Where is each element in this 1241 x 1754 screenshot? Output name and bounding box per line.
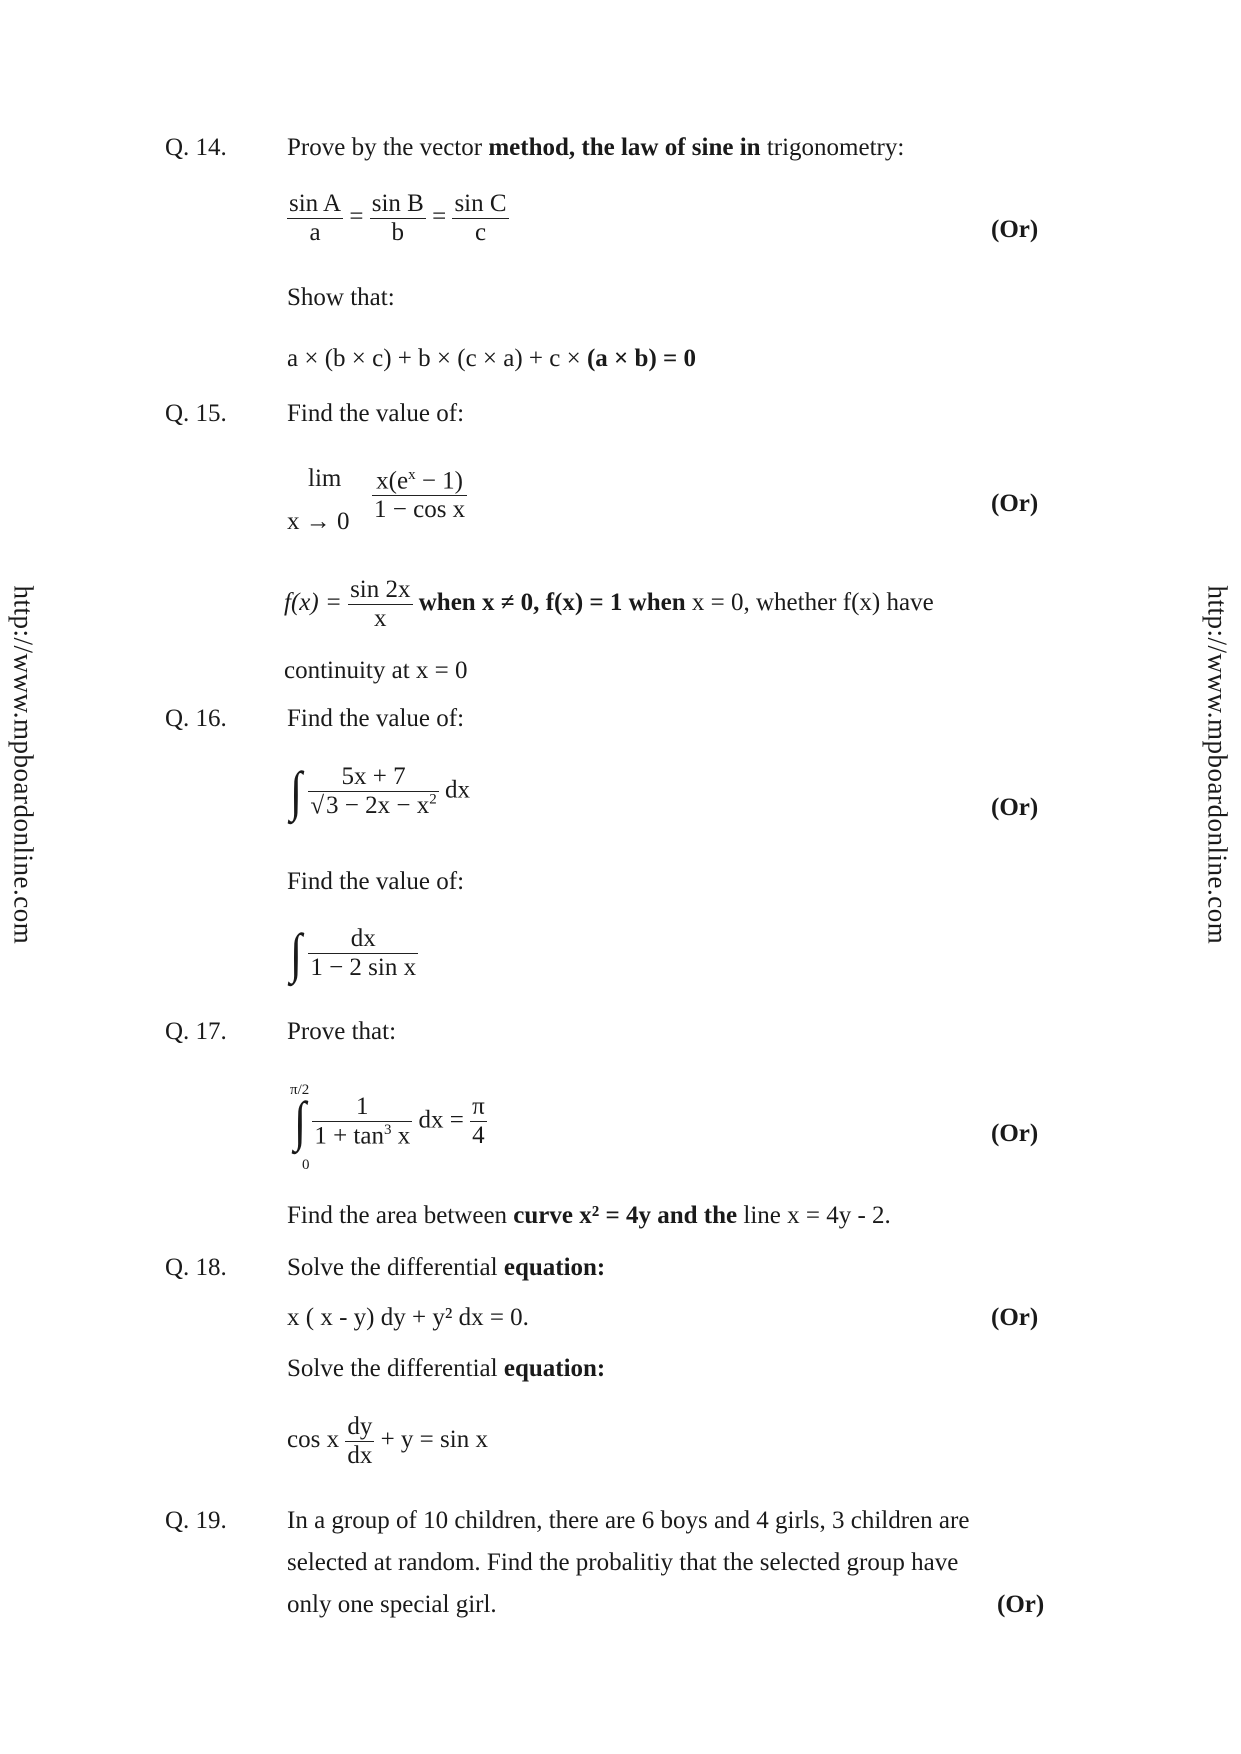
left-watermark: http://www.mpboardonline.com	[8, 585, 39, 945]
q18-equation: x ( x - y) dy + y² dx = 0.	[287, 1304, 529, 1331]
q17-int-den: $1 + \tan^3 x$	[314, 1122, 411, 1150]
q15-alt-statement	[284, 576, 934, 633]
q18-alt-title-b: equation:	[503, 1355, 606, 1382]
q18-number: Q. 18.	[165, 1254, 227, 1281]
q18-plus-rest: + y = sin x	[380, 1426, 488, 1454]
q14-sinC: sin C	[454, 190, 507, 217]
q17-dx-eq: dx =	[418, 1106, 464, 1134]
q16-dx: dx	[445, 776, 470, 804]
q19-number: Q. 19.	[165, 1507, 227, 1534]
q17-alt	[287, 1202, 891, 1230]
q16-number: Q. 16.	[165, 705, 227, 732]
q15-alt-den: x	[374, 605, 387, 632]
q18-alt-title	[287, 1355, 605, 1383]
q16-integral-sign: ∫	[290, 761, 303, 823]
q17-or-label: (Or)	[991, 1120, 1039, 1147]
q17-lower-limit: 0	[302, 1157, 310, 1173]
q17-upper-limit: π/2	[290, 1082, 310, 1098]
q19-line1: In a group of 10 children, there are 6 boys and 4 girls, 3 children are	[287, 1507, 970, 1534]
q14-alt-title: Show that:	[287, 284, 395, 311]
q17-integral-sign: ∫	[294, 1091, 307, 1153]
q14-prompt	[287, 134, 904, 162]
q18-dy: dy	[347, 1413, 373, 1440]
q18-alt-title-a: Solve the differential	[287, 1355, 498, 1382]
q14-alt-part2: (a × b) = 0	[586, 345, 697, 372]
q15-alt-rest: x = 0, whether f(x) have	[691, 589, 934, 617]
q15-alt-num: sin 2x	[350, 576, 411, 603]
q14-sinA: sin A	[289, 190, 342, 217]
q15-or-label: (Or)	[991, 490, 1039, 517]
q16-alt-num: dx	[308, 925, 418, 954]
q17-rhs-num: π	[472, 1093, 485, 1121]
q17-number: Q. 17.	[165, 1018, 227, 1045]
q14-c: c	[474, 219, 487, 246]
q15-alt-line2: continuity at x = 0	[284, 657, 468, 684]
q19-or-label: (Or)	[997, 1591, 1045, 1618]
q14-prompt-a: Prove by the vector	[287, 134, 483, 161]
q18-title-a: Solve the differential	[287, 1254, 498, 1281]
q19-line3: only one special girl.	[287, 1591, 497, 1618]
q15-numerator: $x(e^x - 1)$	[372, 467, 467, 496]
q17-int-num: 1	[312, 1093, 412, 1122]
q17-title: Prove that:	[287, 1018, 397, 1045]
q18-title-b: equation:	[503, 1254, 606, 1281]
q14-a: a	[309, 219, 321, 246]
q16-integral	[290, 761, 470, 823]
q18-or-label: (Or)	[991, 1304, 1039, 1331]
q15-title: Find the value of:	[287, 400, 465, 427]
q15-denominator: 1 − cos x	[374, 496, 466, 524]
q16-alt-den: 1 − 2 sin x	[310, 954, 417, 981]
q16-or-label: (Or)	[991, 794, 1039, 821]
q14-number: Q. 14.	[165, 134, 227, 161]
q14-alt-part1: a × (b × c) + b × (c × a) + c ×	[287, 345, 587, 372]
q15-alt-fx1: f(x) = 1 when	[545, 589, 686, 617]
q15-lim: lim	[308, 465, 342, 492]
q17-alt-c: line x = 4y - 2.	[743, 1202, 891, 1229]
q15-limit-fraction	[372, 467, 467, 524]
q17-alt-b: curve x² = 4y and the	[513, 1202, 738, 1229]
q17-alt-a: Find the area between	[287, 1202, 508, 1229]
q17-rhs-den: 4	[472, 1122, 485, 1150]
q19-line2: selected at random. Find the probalitiy that the selected group have	[287, 1549, 959, 1576]
q14-prompt-c: trigonometry:	[766, 134, 905, 161]
q15-alt-fx: f(x) =	[284, 589, 342, 617]
q16-alt-integral-sign: ∫	[290, 922, 303, 985]
q17-integral	[294, 1091, 487, 1153]
q18-alt-equation	[287, 1413, 488, 1470]
q14-eq2: =	[432, 203, 447, 231]
q16-int-num: 5x + 7	[308, 763, 438, 792]
q14-sine-law	[287, 190, 509, 247]
q14-b: b	[391, 219, 405, 246]
q15-number: Q. 15.	[165, 400, 227, 427]
q14-or-label: (Or)	[991, 216, 1039, 243]
q15-alt-when: when x ≠ 0,	[418, 589, 540, 617]
q18-dx: dx	[347, 1442, 373, 1469]
q18-title	[287, 1254, 605, 1282]
q16-alt-integral	[290, 922, 418, 985]
q16-int-den: $√3 - 2x - x^2$	[310, 792, 437, 820]
q14-eq1: =	[349, 203, 364, 231]
q16-title: Find the value of:	[287, 705, 465, 732]
right-watermark: http://www.mpboardonline.com	[1202, 585, 1233, 945]
q15-lim-sub: x → 0	[287, 508, 350, 535]
q14-sinB: sin B	[371, 190, 424, 217]
q14-prompt-b: method, the law of sine in	[488, 134, 761, 161]
q14-alt-expression	[287, 345, 696, 373]
q16-alt-title: Find the value of:	[287, 868, 465, 895]
q18-cosx: cos x	[287, 1426, 340, 1454]
